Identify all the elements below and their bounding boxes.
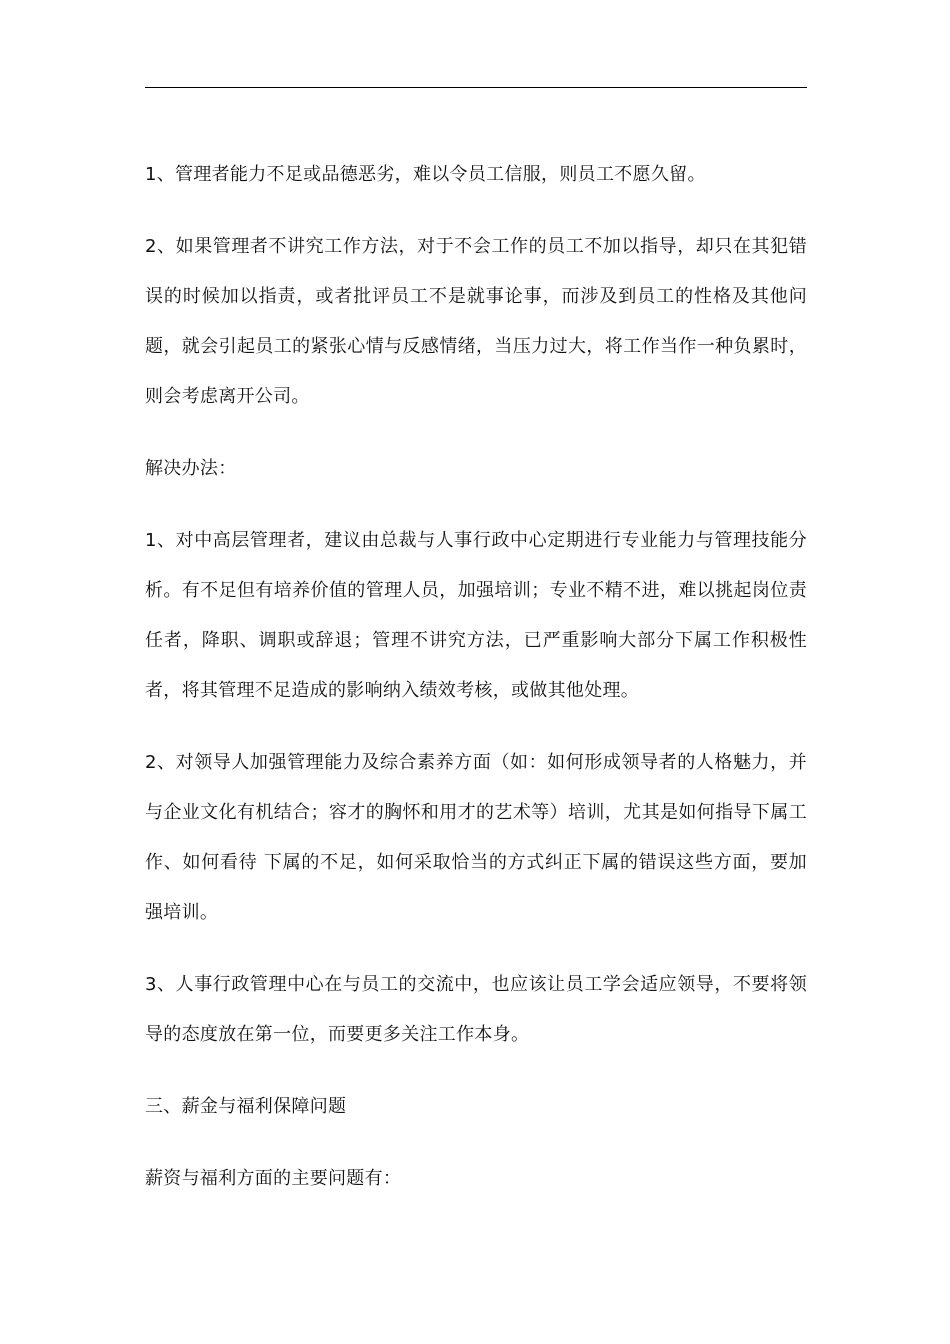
paragraph-solution-2: 2、对领导人加强管理能力及综合素养方面（如：如何形成领导者的人格魅力，并与企业文化有机结合；容才的胸怀和用才的艺术等）培训，尤其是如何指导下属工作、如何看待 下属的不足，如何采取恰当的方式纠正下属的错误这些方面，要加强培训。 <box>145 752 807 923</box>
paragraph-salary-issues-intro: 薪资与福利方面的主要问题有： <box>145 1168 402 1189</box>
paragraph-manager-ability: 1、管理者能力不足或品德恶劣，难以令员工信服，则员工不愿久留。 <box>145 164 706 185</box>
paragraph-solution-1: 1、对中高层管理者，建议由总裁与人事行政中心定期进行专业能力与管理技能分析。有不足但有培养价值的管理人员，加强培训；专业不精不进，难以挑起岗位责任者，降职、调职或辞退；管理不讲究方法，已严重影响大部分下属工作积极性者，将其管理不足造成的影响纳入绩效考核，或做其他处理。 <box>145 530 807 701</box>
header-rule <box>145 87 807 88</box>
paragraph-work-method: 2、如果管理者不讲究工作方法，对于不会工作的员工不加以指导，却只在其犯错误的时候加以指责，或者批评员工不是就事论事，而涉及到员工的性格及其他问题，就会引起员工的紧张心情与反感情绪，当压力过大，将工作当作一种负累时，则会考虑离开公司。 <box>145 236 807 407</box>
solutions-heading: 解决办法： <box>145 458 237 479</box>
section-heading-salary-benefits: 三、薪金与福利保障问题 <box>145 1096 347 1117</box>
paragraph-solution-3: 3、人事行政管理中心在与员工的交流中，也应该让员工学会适应领导，不要将领导的态度放在第一位，而要更多关注工作本身。 <box>145 974 807 1045</box>
document-body <box>145 150 807 1204</box>
